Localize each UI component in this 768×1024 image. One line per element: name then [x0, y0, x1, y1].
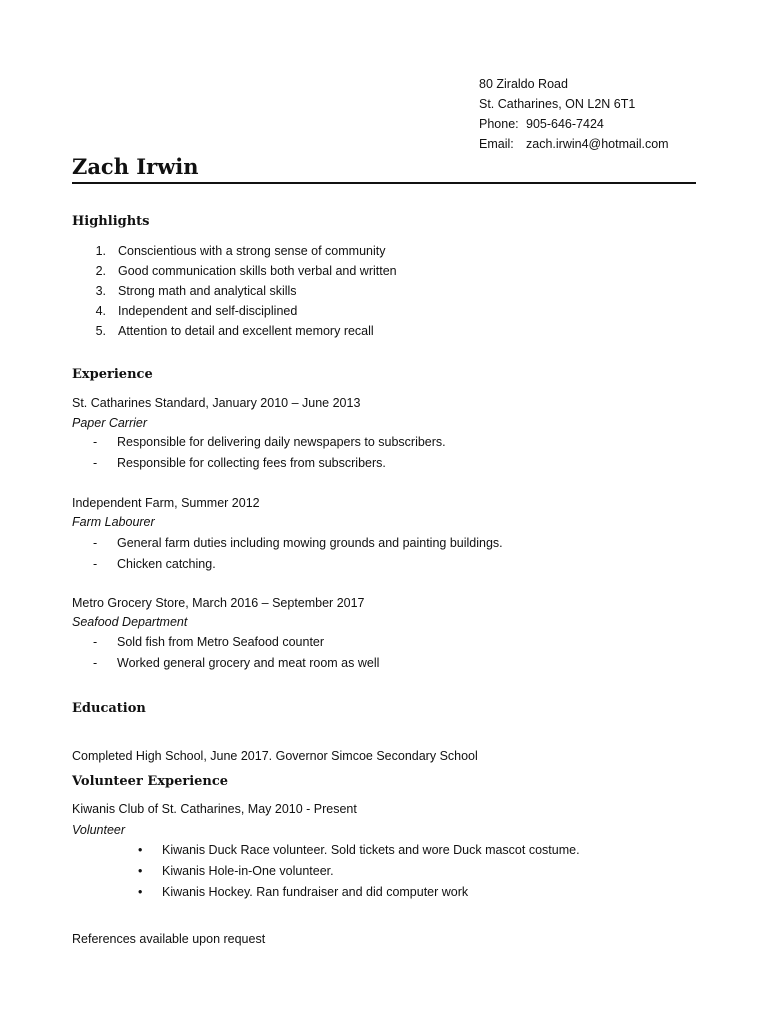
job-title: Paper Carrier: [72, 416, 148, 430]
phone-number: 905-646-7424: [526, 117, 604, 131]
experience-heading: Experience: [72, 367, 153, 382]
education-text: Completed High School, June 2017. Governor Simcoe Secondary School: [72, 749, 478, 763]
job-duties: [72, 432, 446, 474]
list-number: 4.: [95, 304, 106, 318]
job-employer: Independent Farm, Summer 2012: [72, 496, 260, 510]
dash-marker: -: [93, 456, 98, 470]
job-employer: Metro Grocery Store, March 2016 – September 2017: [72, 596, 365, 610]
highlights-heading: Highlights: [72, 214, 150, 229]
list-item-text: Good communication skills both verbal and written: [118, 264, 397, 278]
education-heading: Education: [72, 701, 146, 716]
list-item: [72, 261, 397, 281]
phone-row: [479, 114, 669, 134]
list-number: 5.: [95, 324, 106, 338]
job-title: Farm Labourer: [72, 515, 155, 529]
dash-marker: -: [93, 536, 98, 550]
list-item-text: Strong math and analytical skills: [118, 284, 297, 298]
list-item: [72, 632, 379, 653]
volunteer-item-text: Kiwanis Duck Race volunteer. Sold tickets and wore Duck mascot costume.: [162, 843, 580, 857]
list-item: [72, 281, 397, 301]
address-line-1: 80 Ziraldo Road: [479, 77, 568, 91]
dash-marker: -: [93, 656, 98, 670]
volunteer-list: [72, 840, 580, 903]
list-item: [72, 840, 580, 861]
list-item: [72, 882, 580, 903]
list-item: [72, 653, 379, 674]
list-item: [72, 554, 503, 575]
address-line-2: St. Catharines, ON L2N 6T1: [479, 97, 636, 111]
duty-text: Sold fish from Metro Seafood counter: [117, 635, 325, 649]
list-number: 1.: [95, 244, 106, 258]
references-note: References available upon request: [72, 932, 266, 946]
header-rule: [72, 182, 696, 184]
dash-marker: -: [93, 635, 98, 649]
dash-marker: -: [93, 435, 98, 449]
list-item: [72, 301, 397, 321]
duty-text: Responsible for delivering daily newspapers to subscribers.: [117, 435, 446, 449]
job-duties: [72, 533, 503, 575]
job-title: Seafood Department: [72, 615, 188, 629]
bullet-marker: •: [138, 864, 143, 878]
list-item-text: Attention to detail and excellent memory recall: [118, 324, 374, 338]
list-item: [72, 321, 397, 341]
highlights-list: [72, 241, 397, 341]
job-employer: St. Catharines Standard, January 2010 – June 2013: [72, 396, 361, 410]
list-item: [72, 432, 446, 453]
phone-label: Phone:: [479, 117, 519, 131]
duty-text: General farm duties including mowing grounds and painting buildings.: [117, 536, 503, 550]
contact-block: [479, 74, 669, 154]
email-row: [479, 134, 669, 154]
volunteer-title: Volunteer: [72, 823, 126, 837]
email-address: zach.irwin4@hotmail.com: [526, 137, 669, 151]
duty-text: Worked general grocery and meat room as well: [117, 656, 380, 670]
duty-text: Chicken catching.: [117, 557, 216, 571]
list-item-text: Conscientious with a strong sense of community: [118, 244, 386, 258]
list-item: [72, 861, 580, 882]
list-number: 3.: [95, 284, 106, 298]
bullet-marker: •: [138, 885, 143, 899]
list-item-text: Independent and self-disciplined: [118, 304, 298, 318]
candidate-name: Zach Irwin: [72, 154, 199, 179]
volunteer-item-text: Kiwanis Hole-in-One volunteer.: [162, 864, 334, 878]
bullet-marker: •: [138, 843, 143, 857]
volunteer-org: Kiwanis Club of St. Catharines, May 2010 - Present: [72, 802, 357, 816]
email-label: Email:: [479, 137, 514, 151]
list-item: [72, 533, 503, 554]
job-duties: [72, 632, 379, 674]
list-number: 2.: [95, 264, 106, 278]
list-item: [72, 453, 446, 474]
volunteer-item-text: Kiwanis Hockey. Ran fundraiser and did computer work: [162, 885, 469, 899]
dash-marker: -: [93, 557, 98, 571]
volunteer-heading: Volunteer Experience: [72, 774, 229, 789]
duty-text: Responsible for collecting fees from subscribers.: [117, 456, 386, 470]
list-item: [72, 241, 397, 261]
